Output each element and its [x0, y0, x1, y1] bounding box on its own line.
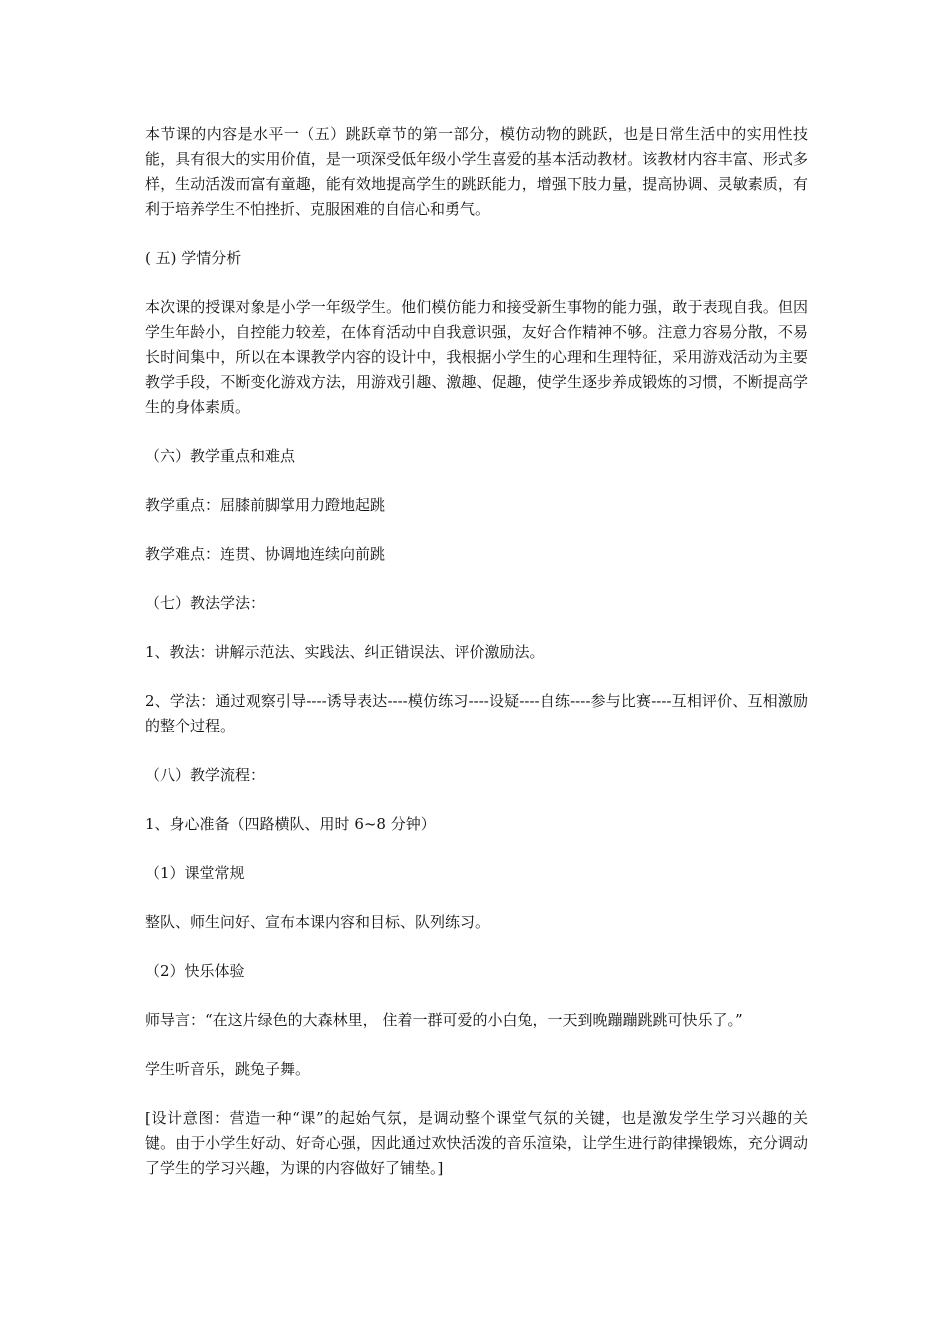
intro-paragraph: 本节课的内容是水平一（五）跳跃章节的第一部分，模仿动物的跳跃，也是日常生活中的实用性技能，具有很大的实用价值，是一项深受低年级小学生喜爱的基本活动教材。该教材内容丰富、形式多样，生动活泼而富有童趣，能有效地提高学生的跳跃能力，增强下肢力量，提高协调、灵敏素质，有利于培养学生不怕挫折、克服困难的自信心和勇气。 — [145, 125, 808, 218]
preparation-paragraph: 1、身心准备（四路横队、用时 6~8 分钟） — [145, 815, 436, 833]
section-heading-key-points: （六）教学重点和难点 — [145, 447, 296, 465]
key-point-paragraph: 教学重点：屈膝前脚掌用力蹬地起跳 — [145, 496, 386, 514]
subheading-routine: （1）课堂常规 — [145, 864, 245, 882]
section-heading-process: （八）教学流程： — [145, 766, 266, 784]
section-heading-methods: （七）教法学法： — [145, 594, 266, 612]
teacher-intro-paragraph: 师导言：“在这片绿色的大森林里， 住着一群可爱的小白兔，一天到晚蹦蹦跳跳可快乐了。” — [145, 1011, 743, 1029]
student-analysis-paragraph: 本次课的授课对象是小学一年级学生。他们模仿能力和接受新生事物的能力强，敢于表现自我。但因学生年龄小，自控能力较差，在体育活动中自我意识强，友好合作精神不够。注意力容易分散，不易长时间集中，所以在本课教学内容的设计中，我根据小学生的心理和生理特征，采用游戏活动为主要教学手段，不断变化游戏方法，用游戏引趣、激趣、促趣，使学生逐步养成锻炼的习惯，不断提高学生的身体素质。 — [145, 298, 808, 416]
routine-paragraph: 整队、师生问好、宣布本课内容和目标、队列练习。 — [145, 913, 491, 931]
difficulty-paragraph: 教学难点：连贯、协调地连续向前跳 — [145, 545, 386, 563]
document-page — [145, 122, 808, 1181]
learning-method-paragraph: 2、学法：通过观察引导----诱导表达----模仿练习----设疑----自练----参与比赛----互相评价、互相激励的整个过程。 — [145, 692, 808, 735]
student-activity-paragraph: 学生听音乐，跳兔子舞。 — [145, 1060, 311, 1078]
design-intent-paragraph: [设计意图：营造一种“课”的起始气氛，是调动整个课堂气氛的关键，也是激发学生学习兴趣的关键。由于小学生好动、好奇心强，因此通过欢快活泼的音乐渲染，让学生进行韵律操锻炼，充分调动了学生的学习兴趣，为课的内容做好了铺垫。] — [145, 1109, 808, 1177]
teaching-method-paragraph: 1、教法：讲解示范法、实践法、纠正错误法、评价激励法。 — [145, 643, 545, 661]
subheading-happy-experience: （2）快乐体验 — [145, 962, 245, 980]
section-heading-student-analysis: ( 五) 学情分析 — [145, 249, 242, 267]
